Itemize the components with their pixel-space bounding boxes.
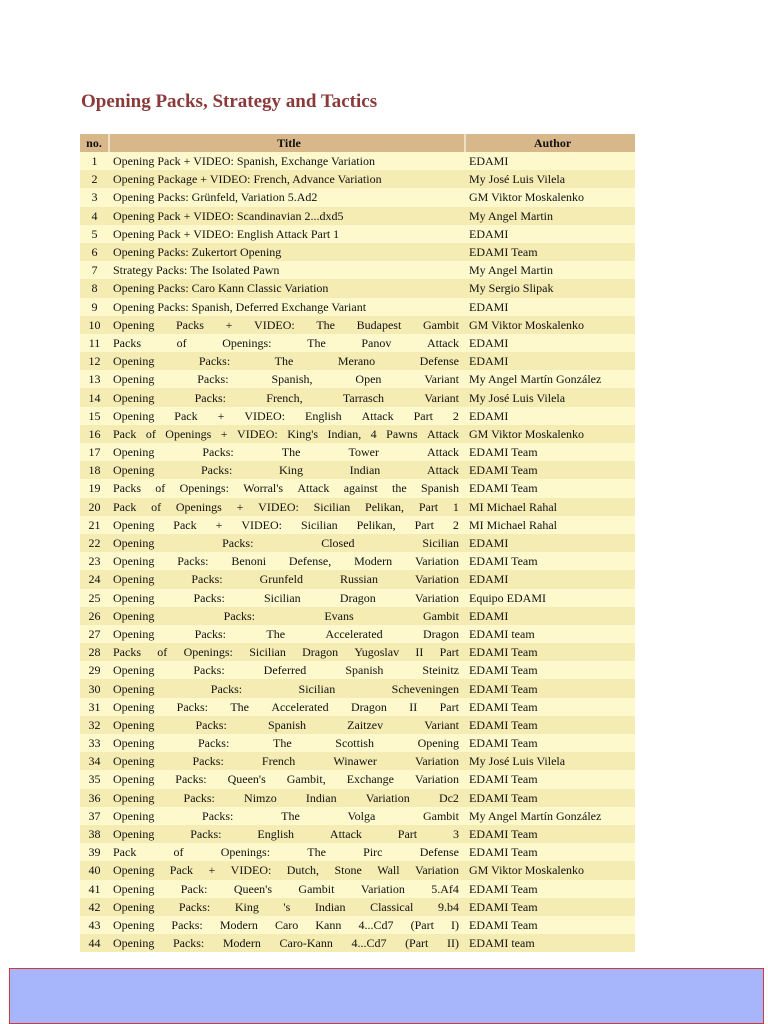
row-number: 15 [80, 407, 109, 425]
table-row [80, 861, 635, 879]
pack-title-link[interactable] [109, 552, 465, 570]
pack-author: EDAMI Team [465, 770, 635, 788]
table-row [80, 425, 635, 443]
pack-author: GM Viktor Moskalenko [465, 188, 635, 206]
pack-title-link[interactable] [109, 825, 465, 843]
pack-title-link[interactable] [109, 698, 465, 716]
table-row [80, 243, 635, 261]
row-number: 30 [80, 679, 109, 697]
pack-title-link[interactable]: Opening Pack + VIDEO: English Attack Part 1 [109, 225, 465, 243]
pack-author: My Sergio Slipak [465, 279, 635, 297]
table-row [80, 843, 635, 861]
justified-title-text: Packs of Openings: Worral's Attack against the Spanish [113, 481, 459, 496]
justified-title-text: Opening Packs: Modern Caro-Kann 4...Cd7 (Part II) [113, 936, 459, 951]
pack-author: EDAMI Team [465, 479, 635, 497]
row-number: 26 [80, 607, 109, 625]
pack-author: EDAMI Team [465, 825, 635, 843]
pack-author: EDAMI [465, 607, 635, 625]
justified-title-text: Opening Packs: Sicilian Dragon Variation [113, 590, 459, 605]
pack-title-link[interactable] [109, 516, 465, 534]
table-row [80, 516, 635, 534]
pack-author: EDAMI Team [465, 898, 635, 916]
table-row [80, 298, 635, 316]
justified-title-text: Opening Pack + VIDEO: English Attack Part 2 [113, 408, 459, 423]
table-row [80, 498, 635, 516]
pack-author: My Angel Martín González [465, 807, 635, 825]
row-number: 1 [80, 152, 109, 170]
table-row [80, 716, 635, 734]
row-number: 29 [80, 661, 109, 679]
pack-title-link[interactable]: Opening Packs: Zukertort Opening [109, 243, 465, 261]
pack-title-link[interactable]: Opening Pack + VIDEO: Scandinavian 2...dxd5 [109, 207, 465, 225]
table-row [80, 316, 635, 334]
row-number: 44 [80, 934, 109, 952]
pack-author: EDAMI team [465, 934, 635, 952]
justified-title-text: Opening Packs: Queen's Gambit, Exchange Variation [113, 772, 459, 787]
justified-title-text: Opening Packs: English Attack Part 3 [113, 827, 459, 842]
table-row [80, 898, 635, 916]
pack-author: EDAMI [465, 152, 635, 170]
pack-author: EDAMI Team [465, 789, 635, 807]
table-row [80, 934, 635, 952]
table-row [80, 443, 635, 461]
pack-title-link[interactable]: Strategy Packs: The Isolated Pawn [109, 261, 465, 279]
justified-title-text: Opening Packs: Closed Sicilian [113, 536, 459, 551]
pack-title-link[interactable] [109, 752, 465, 770]
justified-title-text: Opening Packs: Spanish, Open Variant [113, 372, 459, 387]
pack-title-link[interactable] [109, 461, 465, 479]
row-number: 4 [80, 207, 109, 225]
pack-author: GM Viktor Moskalenko [465, 425, 635, 443]
pack-author: EDAMI Team [465, 880, 635, 898]
pack-title-link[interactable] [109, 734, 465, 752]
pack-title-link[interactable] [109, 388, 465, 406]
pack-author: EDAMI Team [465, 643, 635, 661]
table-row [80, 589, 635, 607]
table-row [80, 752, 635, 770]
pack-author: EDAMI Team [465, 679, 635, 697]
pack-author: GM Viktor Moskalenko [465, 316, 635, 334]
row-number: 10 [80, 316, 109, 334]
row-number: 31 [80, 698, 109, 716]
pack-title-link[interactable] [109, 570, 465, 588]
justified-title-text: Opening Packs: Grunfeld Russian Variation [113, 572, 459, 587]
table-row [80, 388, 635, 406]
row-number: 24 [80, 570, 109, 588]
pack-title-link[interactable] [109, 334, 465, 352]
table-row [80, 407, 635, 425]
row-number: 36 [80, 789, 109, 807]
table-row [80, 698, 635, 716]
pack-title-link[interactable]: Opening Packs: Caro Kann Classic Variation [109, 279, 465, 297]
pack-author: My José Luis Vilela [465, 752, 635, 770]
table-row [80, 479, 635, 497]
table-row [80, 807, 635, 825]
row-number: 40 [80, 861, 109, 879]
row-number: 17 [80, 443, 109, 461]
row-number: 3 [80, 188, 109, 206]
pack-author: EDAMI team [465, 625, 635, 643]
table-row [80, 188, 635, 206]
row-number: 35 [80, 770, 109, 788]
table-row [80, 607, 635, 625]
pack-author: EDAMI Team [465, 552, 635, 570]
justified-title-text: Opening Pack: Queen's Gambit Variation 5.Af4 [113, 881, 459, 896]
table-row [80, 207, 635, 225]
pack-title-link[interactable]: Opening Pack + VIDEO: Spanish, Exchange Variation [109, 152, 465, 170]
pack-title-link[interactable] [109, 407, 465, 425]
justified-title-text: Opening Packs: Benoni Defense, Modern Variation [113, 554, 459, 569]
table-row [80, 370, 635, 388]
justified-title-text: Pack of Openings + VIDEO: Sicilian Pelikan, Part 1 [113, 499, 459, 514]
row-number: 43 [80, 916, 109, 934]
pack-author: EDAMI [465, 534, 635, 552]
row-number: 7 [80, 261, 109, 279]
row-number: 41 [80, 880, 109, 898]
table-body [80, 152, 635, 952]
table-row [80, 661, 635, 679]
row-number: 8 [80, 279, 109, 297]
table-row [80, 916, 635, 934]
pack-author: EDAMI [465, 334, 635, 352]
pack-title-link[interactable] [109, 843, 465, 861]
justified-title-text: Packs of Openings: The Panov Attack [113, 335, 459, 350]
table-row [80, 279, 635, 297]
row-number: 23 [80, 552, 109, 570]
justified-title-text: Opening Packs: The Accelerated Dragon II Part [113, 699, 459, 714]
justified-title-text: Opening Packs: King 's Indian Classical 9.b4 [113, 899, 459, 914]
table-row [80, 534, 635, 552]
pack-title-link[interactable] [109, 934, 465, 952]
row-number: 12 [80, 352, 109, 370]
pack-author: Equipo EDAMI [465, 589, 635, 607]
row-number: 20 [80, 498, 109, 516]
pack-author: EDAMI Team [465, 716, 635, 734]
row-number: 19 [80, 479, 109, 497]
justified-title-text: Opening Packs: French, Tarrasch Variant [113, 390, 459, 405]
table-row [80, 170, 635, 188]
table-row [80, 552, 635, 570]
row-number: 34 [80, 752, 109, 770]
justified-title-text: Opening Packs: Sicilian Scheveningen [113, 681, 459, 696]
pack-author: MI Michael Rahal [465, 516, 635, 534]
table-row [80, 880, 635, 898]
pack-title-link[interactable] [109, 643, 465, 661]
row-number: 33 [80, 734, 109, 752]
pack-author: EDAMI Team [465, 734, 635, 752]
pack-title-link[interactable] [109, 716, 465, 734]
row-number: 38 [80, 825, 109, 843]
pack-author: GM Viktor Moskalenko [465, 861, 635, 879]
row-number: 9 [80, 298, 109, 316]
row-number: 13 [80, 370, 109, 388]
table-row [80, 334, 635, 352]
pack-title-link[interactable] [109, 352, 465, 370]
table-header-row [80, 134, 635, 152]
pack-title-link[interactable] [109, 498, 465, 516]
pack-title-link[interactable] [109, 443, 465, 461]
row-number: 5 [80, 225, 109, 243]
column-header-no[interactable]: no. [80, 134, 109, 152]
pack-title-link[interactable] [109, 770, 465, 788]
column-header-author[interactable]: Author [465, 134, 635, 152]
table-row [80, 734, 635, 752]
row-number: 39 [80, 843, 109, 861]
pack-author: My Angel Martin [465, 261, 635, 279]
justified-title-text: Opening Packs: The Accelerated Dragon [113, 626, 459, 641]
row-number: 42 [80, 898, 109, 916]
pack-author: EDAMI Team [465, 916, 635, 934]
pack-author: EDAMI Team [465, 843, 635, 861]
pack-title-link[interactable] [109, 370, 465, 388]
pack-author: EDAMI Team [465, 243, 635, 261]
pack-title-link[interactable] [109, 916, 465, 934]
row-number: 6 [80, 243, 109, 261]
table-row [80, 789, 635, 807]
pack-author: EDAMI [465, 407, 635, 425]
justified-title-text: Pack of Openings: The Pirc Defense [113, 845, 459, 860]
pack-author: EDAMI [465, 352, 635, 370]
pack-title-link[interactable]: Opening Package + VIDEO: French, Advance Variation [109, 170, 465, 188]
row-number: 37 [80, 807, 109, 825]
row-number: 14 [80, 388, 109, 406]
pack-title-link[interactable] [109, 661, 465, 679]
justified-title-text: Opening Packs: The Scottish Opening [113, 736, 459, 751]
pack-author: EDAMI Team [465, 661, 635, 679]
justified-title-text: Packs of Openings: Sicilian Dragon Yugoslav II Part [113, 645, 459, 660]
row-number: 25 [80, 589, 109, 607]
justified-title-text: Opening Packs: Evans Gambit [113, 608, 459, 623]
justified-title-text: Opening Packs: The Merano Defense [113, 354, 459, 369]
pack-title-link[interactable] [109, 625, 465, 643]
pack-title-link[interactable] [109, 679, 465, 697]
row-number: 2 [80, 170, 109, 188]
table-row [80, 643, 635, 661]
pack-title-link[interactable] [109, 316, 465, 334]
table-row [80, 225, 635, 243]
table-row [80, 679, 635, 697]
pack-author: MI Michael Rahal [465, 498, 635, 516]
justified-title-text: Pack of Openings + VIDEO: King's Indian, 4 Pawns Attack [113, 426, 459, 441]
pack-author: EDAMI Team [465, 698, 635, 716]
column-header-title[interactable]: Title [109, 134, 465, 152]
table-row [80, 625, 635, 643]
pack-author: My José Luis Vilela [465, 388, 635, 406]
pack-title-link[interactable] [109, 425, 465, 443]
justified-title-text: Opening Packs + VIDEO: The Budapest Gambit [113, 317, 459, 332]
table-row [80, 825, 635, 843]
page-title: Opening Packs, Strategy and Tactics [81, 91, 378, 112]
pack-title-link[interactable] [109, 607, 465, 625]
justified-title-text: Opening Packs: Nimzo Indian Variation Dc2 [113, 790, 459, 805]
justified-title-text: Opening Packs: Spanish Zaitzev Variant [113, 717, 459, 732]
justified-title-text: Opening Packs: Deferred Spanish Steinitz [113, 663, 459, 678]
pack-title-link[interactable] [109, 861, 465, 879]
justified-title-text: Opening Packs: Modern Caro Kann 4...Cd7 (Part I) [113, 917, 459, 932]
pack-title-link[interactable] [109, 589, 465, 607]
table-row [80, 770, 635, 788]
justified-title-text: Opening Pack + VIDEO: Dutch, Stone Wall Variation [113, 863, 459, 878]
pack-title-link[interactable]: Opening Packs: Grünfeld, Variation 5.Ad2 [109, 188, 465, 206]
table-row [80, 570, 635, 588]
justified-title-text: Opening Packs: The Tower Attack [113, 445, 459, 460]
pack-author: EDAMI [465, 570, 635, 588]
row-number: 28 [80, 643, 109, 661]
justified-title-text: Opening Packs: King Indian Attack [113, 463, 459, 478]
table-row [80, 152, 635, 170]
table-row [80, 261, 635, 279]
row-number: 27 [80, 625, 109, 643]
pack-title-link[interactable] [109, 880, 465, 898]
pack-author: EDAMI [465, 298, 635, 316]
pack-title-link[interactable] [109, 898, 465, 916]
row-number: 16 [80, 425, 109, 443]
pack-author: EDAMI [465, 225, 635, 243]
pack-title-link[interactable] [109, 807, 465, 825]
pack-title-link[interactable] [109, 789, 465, 807]
row-number: 22 [80, 534, 109, 552]
pack-author: My José Luis Vilela [465, 170, 635, 188]
opening-packs-table [80, 134, 635, 952]
pack-author: My Angel Martin [465, 207, 635, 225]
justified-title-text: Opening Packs: The Volga Gambit [113, 808, 459, 823]
row-number: 11 [80, 334, 109, 352]
justified-title-text: Opening Packs: French Winawer Variation [113, 754, 459, 769]
pack-author: EDAMI Team [465, 443, 635, 461]
pack-author: My Angel Martín González [465, 370, 635, 388]
row-number: 18 [80, 461, 109, 479]
row-number: 32 [80, 716, 109, 734]
pack-author: EDAMI Team [465, 461, 635, 479]
table-row [80, 461, 635, 479]
pack-title-link[interactable]: Opening Packs: Spanish, Deferred Exchange Variant [109, 298, 465, 316]
table-row [80, 352, 635, 370]
row-number: 21 [80, 516, 109, 534]
pack-title-link[interactable] [109, 479, 465, 497]
pack-title-link[interactable] [109, 534, 465, 552]
justified-title-text: Opening Pack + VIDEO: Sicilian Pelikan, Part 2 [113, 517, 459, 532]
footer-panel [9, 968, 764, 1024]
